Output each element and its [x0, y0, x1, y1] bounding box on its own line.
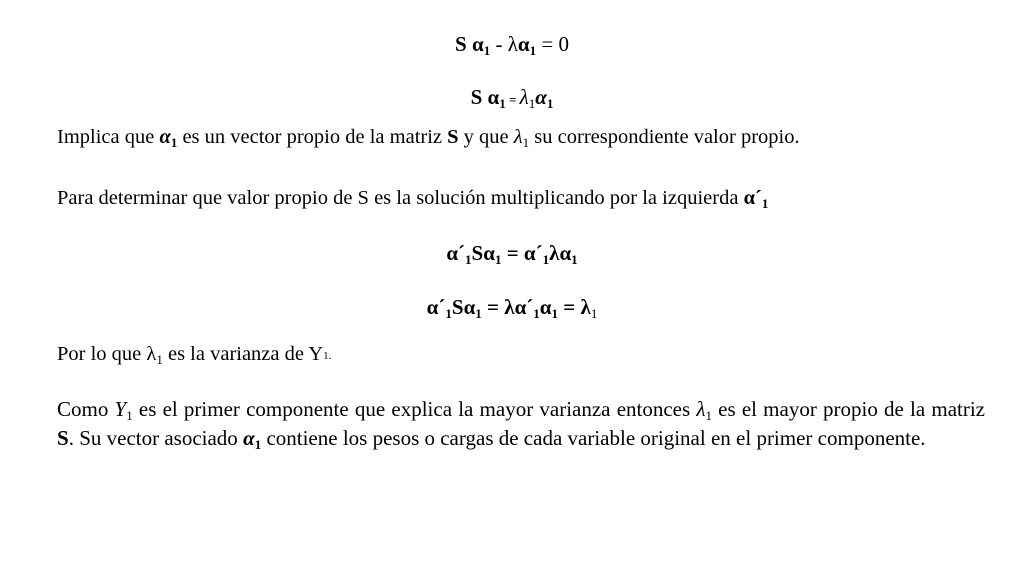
text-run: . Su vector asociado [68, 426, 244, 450]
eq-symbol: α [243, 426, 255, 450]
eq-operator: = λα´ [481, 295, 534, 319]
eq-operator: - [490, 32, 508, 56]
text-run: y que [458, 126, 514, 148]
eq-symbol: λ [507, 32, 518, 56]
eq-symbol: α´ [446, 241, 466, 265]
eq-symbol: α [539, 295, 552, 319]
eq-symbol: S [455, 32, 467, 56]
eq-subscript: 1 [542, 252, 550, 267]
implica-paragraph [57, 124, 800, 150]
eq-operator: = 0 [536, 32, 569, 56]
equation-s-alpha-equals-lambda-alpha [0, 84, 1024, 113]
eq-subscript: 1 [445, 306, 452, 321]
text-run: Por lo que λ [57, 343, 157, 365]
eq-subscript: 1 [761, 196, 769, 211]
eq-subscript: 1. [323, 350, 332, 362]
eq-subscript: 1 [529, 43, 537, 58]
eq-subscript: 1 [522, 135, 530, 150]
text-run: Implica que [57, 126, 160, 148]
eq-operator: = [505, 92, 520, 107]
equation-alpha-s-alpha [0, 240, 1024, 266]
eq-subscript: 1 [483, 43, 491, 58]
text-run: Para determinar que valor propio de S es la solución multiplicando por la izquierda [57, 187, 744, 209]
eq-subscript: 1 [494, 252, 502, 267]
eq-subscript: 1 [254, 437, 262, 452]
eq-symbol: Sα [451, 295, 476, 319]
eq-subscript: 1 [126, 408, 133, 423]
equation-s-alpha-minus-lambda-alpha [0, 31, 1024, 57]
eq-subscript: 1 [499, 96, 506, 111]
eq-symbol: Sα [471, 241, 495, 265]
eq-symbol: S [57, 426, 69, 450]
eq-symbol: α [159, 126, 171, 148]
eq-symbol: λα [549, 241, 572, 265]
text-run: es la varianza de Y [162, 343, 324, 365]
como-paragraph [57, 395, 985, 453]
eq-subscript: 1 [156, 352, 163, 367]
eq-symbol: λ [519, 85, 529, 109]
eq-symbol: α´ [426, 295, 446, 319]
eq-subscript: 1 [590, 306, 598, 321]
determinar-paragraph [57, 185, 768, 211]
eq-symbol: α [487, 85, 500, 109]
eq-subscript: 1 [170, 135, 178, 150]
text-run: es el primer componente que explica la mayor varianza entonces [132, 397, 697, 421]
eq-symbol: λ [513, 126, 523, 148]
eq-symbol: α´ [743, 187, 762, 209]
text-run: contiene los pesos o cargas de cada variable original en el primer componente. [261, 426, 926, 450]
eq-symbol: α [471, 32, 484, 56]
eq-symbol: S [470, 85, 483, 109]
equation-alpha-s-alpha-lambda [0, 294, 1024, 320]
eq-subscript: 1 [546, 96, 554, 111]
eq-subscript: 1 [551, 306, 559, 321]
text-run: su correspondiente valor propio. [529, 126, 800, 148]
eq-symbol: α [517, 32, 530, 56]
eq-operator: = [501, 241, 524, 265]
text-run: Como [57, 397, 115, 421]
eq-subscript: 1 [475, 306, 482, 321]
eq-symbol: α [535, 85, 547, 109]
eq-symbol: λ [696, 397, 706, 421]
eq-subscript: 1 [465, 252, 472, 267]
eq-subscript: 1 [533, 306, 540, 321]
text-run: es un vector propio de la matriz [177, 126, 448, 148]
porlo-paragraph [57, 341, 331, 367]
eq-subscript: 1 [528, 96, 536, 111]
eq-symbol: Y [114, 397, 127, 421]
eq-symbol: S [447, 126, 459, 148]
text-run: es el mayor propio de la matriz [711, 397, 986, 421]
eq-subscript: 1 [571, 252, 578, 267]
eq-symbol: α´ [523, 241, 543, 265]
eq-subscript: 1 [705, 408, 712, 423]
eq-operator: = λ [558, 295, 591, 319]
